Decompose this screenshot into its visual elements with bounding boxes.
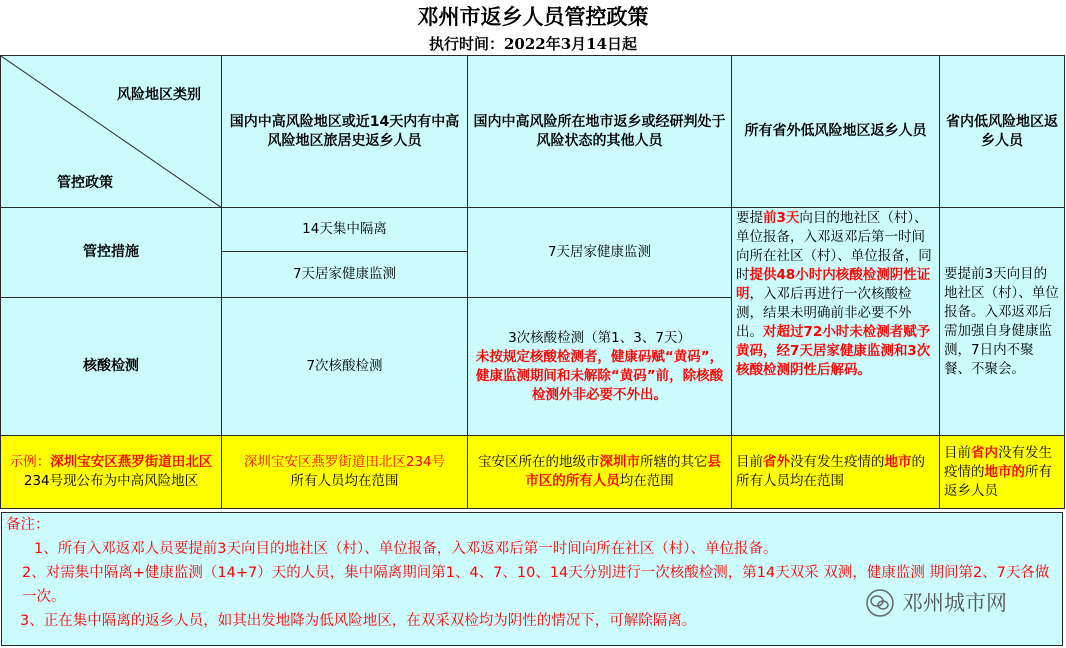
- example-col4-text: 目前: [944, 444, 971, 461]
- notes-section: [1, 512, 1063, 646]
- measures-label: 管控措施: [1, 208, 222, 298]
- policy-table: [0, 55, 1065, 509]
- measures-col3-highlight: 对超过72小时未检测者赋予黄码，经7天居家健康监测和3次核酸检测阴性后解码。: [736, 324, 931, 378]
- testing-label: 核酸检测: [1, 298, 222, 436]
- example-col2-highlight: 县市区的所有人员: [525, 454, 721, 489]
- measures-col4: 要提前3天向目的地社区（村）、单位报备。入邓返邓后需加强自身健康监测，7日内不聚餐、不聚会。: [940, 208, 1065, 436]
- measures-col3-highlight: 前3天: [763, 210, 800, 226]
- note-3: 3、正在集中隔离的返乡人员，如其出发地降为低风险地区，在双采双检均为阴性的情况下，可解除隔离。: [20, 613, 697, 629]
- example-row: [1, 436, 1065, 509]
- control-policy-label: 管控政策: [57, 175, 113, 191]
- measures-col2: 7天居家健康监测: [468, 208, 732, 298]
- header-col1: 国内中高风险地区或近14天内有中高风险地区旅居史返乡人员: [222, 56, 468, 208]
- header-col4: 省内低风险地区返乡人员: [940, 56, 1065, 208]
- example-col0: [1, 436, 222, 509]
- example-col4-text: 没有发生疫情的: [944, 444, 1052, 480]
- example-col2-text: 均在范围: [619, 473, 674, 489]
- example-col3: [732, 436, 940, 509]
- example-col2: [468, 436, 732, 509]
- example-prefix: 示例：: [9, 454, 51, 470]
- example-col3-text: 的所有人员均在范围: [736, 454, 925, 489]
- example-text: 234号现公布为中高风险地区: [23, 473, 199, 489]
- notes-heading: 备注：: [6, 517, 50, 533]
- measures-row: [1, 208, 1065, 252]
- example-col3-text: 没有发生疫情的: [790, 454, 885, 470]
- example-col1: [222, 436, 468, 509]
- example-col2-text: 所辖的其它: [640, 454, 708, 470]
- table-header-row: [1, 56, 1065, 208]
- example-location: 深圳宝安区燕罗街道田北区: [50, 454, 213, 470]
- example-col4: [940, 436, 1065, 509]
- watermark-text: 邓州城市网: [902, 591, 1007, 615]
- example-col2-text: 宝安区所在的地级市: [478, 454, 600, 470]
- measures-col1-quarantine: 14天集中隔离: [222, 208, 468, 252]
- measures-col1-home: 7天居家健康监测: [222, 252, 468, 298]
- measures-col3: [732, 208, 940, 436]
- example-col4-highlight: 地市的: [984, 463, 1025, 480]
- example-col1-location: 深圳宝安区燕罗街道田北区234号: [243, 454, 446, 470]
- example-col3-highlight: 地市: [884, 454, 912, 470]
- note-1: 1、所有入邓返邓人员要提前3天向目的地社区（村）、单位报备，入邓返邓后第一时间向所在社区（村）、单位报备。: [34, 541, 778, 557]
- example-col2-city: 深圳市: [599, 454, 640, 470]
- testing-col1: 7次核酸检测: [222, 298, 468, 436]
- example-col3-text: 目前: [736, 454, 763, 470]
- header-diagonal-cell: [1, 56, 222, 208]
- example-col3-highlight: 省外: [763, 454, 790, 470]
- measures-col3-text: ，入邓后再进行一次核酸检测，结果未明确前非必要不外出。: [736, 286, 912, 340]
- header-col2: 国内中高风险所在地市返乡或经研判处于风险状态的其他人员: [468, 56, 732, 208]
- measures-col3-text: 要提: [736, 210, 763, 226]
- measures-col3-text: 向目的地社区（村）、单位报备，入邓返邓后第一时间向所在社区（村）、单位报备，同时: [736, 210, 932, 283]
- example-col4-highlight: 省内: [971, 444, 998, 461]
- testing-col2-main: 3次核酸检测（第1、3、7天）: [508, 329, 691, 346]
- example-col1-text: 所有人员均在范围: [290, 473, 399, 489]
- header-col3: 所有省外低风险地区返乡人员: [732, 56, 940, 208]
- page-subtitle: 执行时间：2022年3月14日起: [428, 35, 638, 53]
- testing-col2-warning: 未按规定核酸检测者，健康码赋“黄码”，健康监测期间和未解除“黄码”前，除核酸检测外非必要不外出。: [475, 348, 724, 403]
- testing-col2: [468, 298, 732, 436]
- example-col4-text: 所有返乡人员: [944, 463, 1052, 499]
- wechat-icon: [866, 589, 894, 617]
- page-title: 邓州市返乡人员管控政策: [0, 0, 1066, 34]
- watermark: [866, 585, 1066, 619]
- measures-col3-highlight: 提供48小时内核酸检测阴性证明: [736, 267, 931, 302]
- risk-category-label: 风险地区类别: [117, 87, 201, 103]
- note-2: 2、对需集中隔离+健康监测（14+7）天的人员，集中隔离期间第1、4、7、10、14天分别进行一次核酸检测，第14天双采 双测，健康监测 期间第2、7天各做一次。: [22, 565, 1050, 605]
